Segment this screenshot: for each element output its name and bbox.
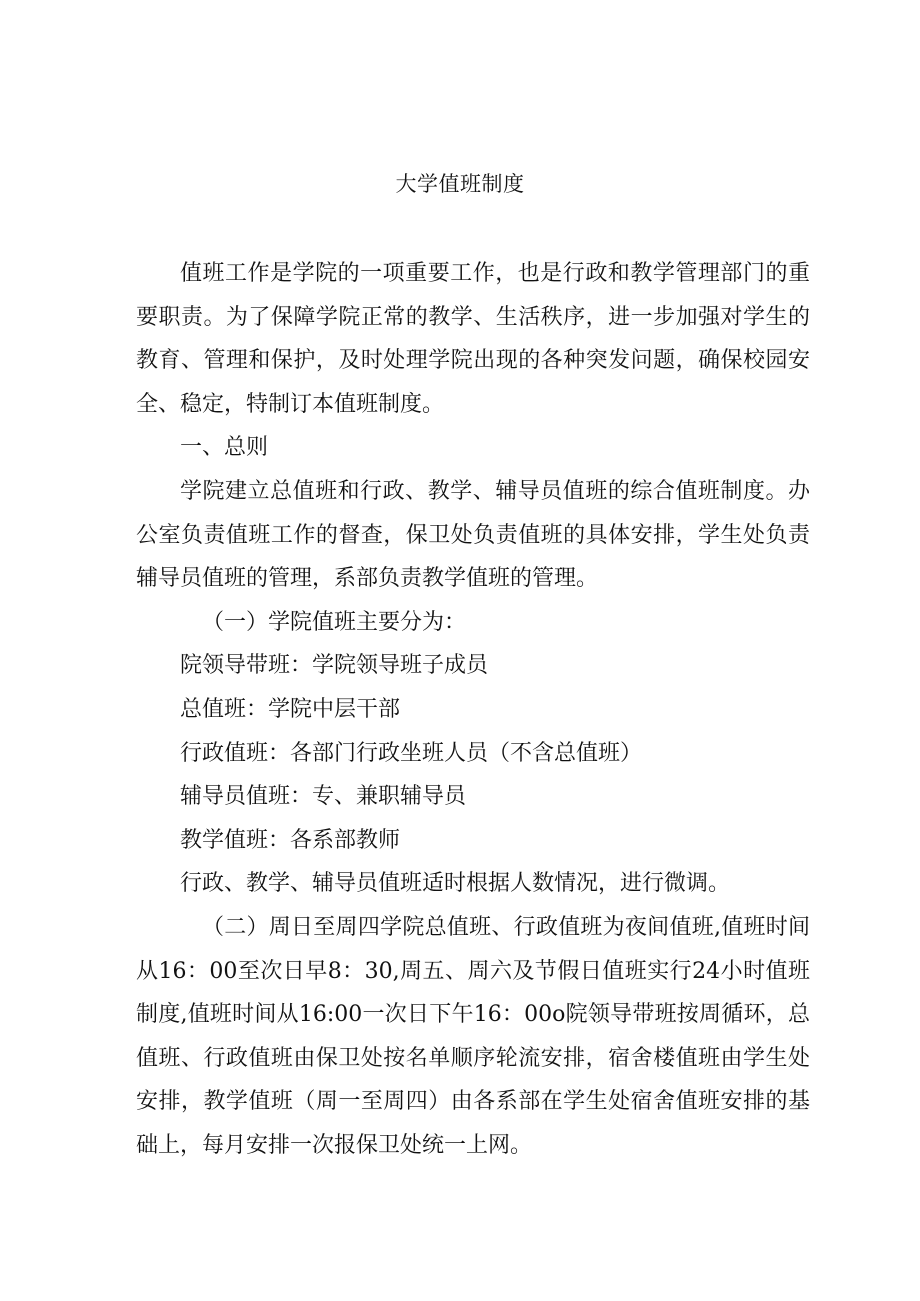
- document-body: [136, 252, 810, 1167]
- duty-type-item: 教学值班：各系部教师: [180, 827, 401, 853]
- duty-type-item: 院领导带班：学院领导班子成员: [180, 653, 489, 679]
- adjust-note: 行政、教学、辅导员值班适时根据人数情况，进行微调。: [180, 871, 731, 897]
- duty-type-item: 总值班：学院中层干部: [180, 696, 401, 722]
- document-title: 大学值班制度: [395, 172, 525, 196]
- general-paragraph: 学院建立总值班和行政、教学、辅导员值班的综合值班制度。办公室负责值班工作的督查，保卫处负责值班的具体安排，学生处负责辅导员值班的管理，系部负责教学值班的管理。: [136, 478, 810, 592]
- intro-paragraph: 值班工作是学院的一项重要工作，也是行政和教学管理部门的重要职责。为了保障学院正常的教学、生活秩序，进一步加强对学生的教育、管理和保护，及时处理学院出现的各种突发问题，确保校园安全、稳定，特制订本值班制度。: [136, 261, 810, 417]
- duty-schedule-paragraph: （二）周日至周四学院总值班、行政值班为夜间值班,值班时间从16：00至次日早8：30,周五、周六及节假日值班实行24小时值班制度,值班时间从16:00一次日下午16：00o院领导带班按周循环，总值班、行政值班由保卫处按名单顺序轮流安排，宿舍楼值班由学生处安排，教学值班（周一至周四）由各系部在学生处宿舍值班安排的基础上，每月安排一次报保卫处统一上网。: [136, 914, 810, 1158]
- section-heading-general: 一、总则: [180, 435, 269, 461]
- duty-type-item: 辅导员值班：专、兼职辅导员: [180, 784, 467, 810]
- duty-type-item: 行政值班：各部门行政坐班人员（不含总值班）: [180, 740, 643, 766]
- subsection-heading-duty-types: （一）学院值班主要分为：: [202, 609, 467, 635]
